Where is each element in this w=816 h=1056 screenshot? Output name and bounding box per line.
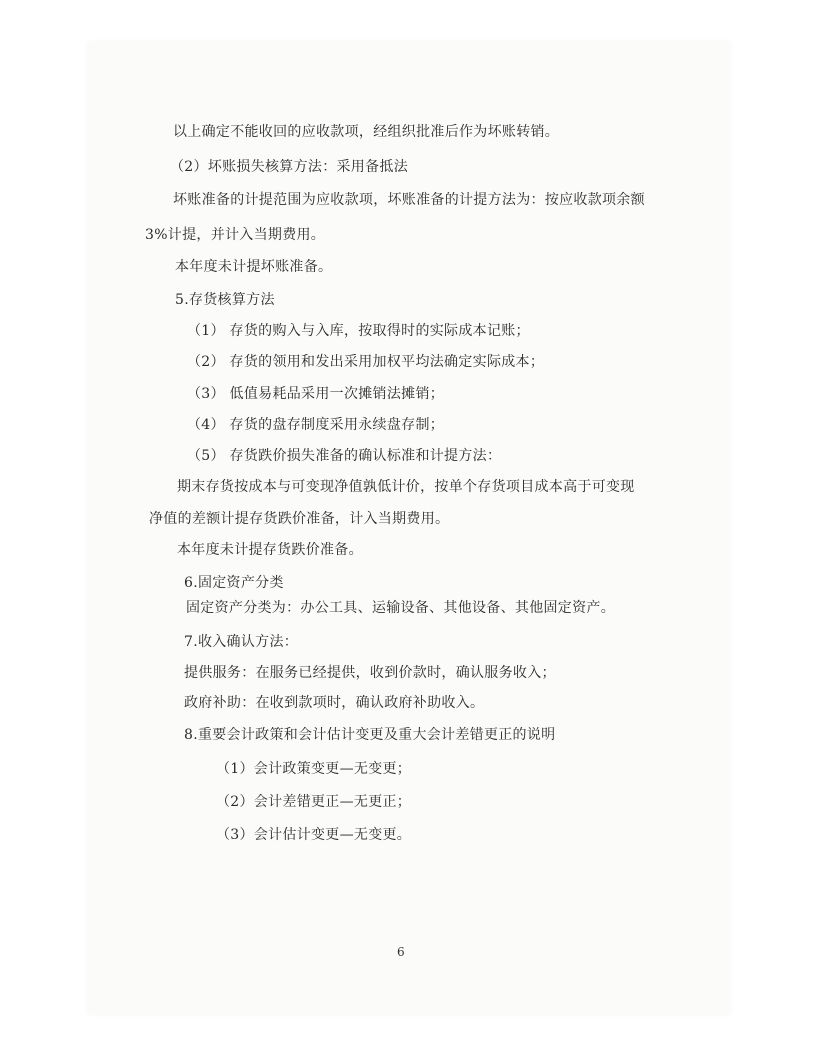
- paragraph-line: 以上确定不能收回的应收款项，经组织批准后作为坏账转销。: [173, 124, 560, 140]
- scanned-page: [88, 42, 730, 1014]
- paragraph-line: 本年度未计提坏账准备。: [175, 259, 333, 275]
- paragraph-line: 提供服务：在服务已经提供，收到价款时，确认服务收入；: [184, 665, 556, 681]
- paragraph-line: （2）会计差错更正—无更正；: [216, 794, 412, 810]
- section-heading: 8.重要会计政策和会计估计变更及重大会计差错更正的说明: [184, 727, 556, 743]
- section-heading: 6.固定资产分类: [184, 575, 284, 591]
- section-heading: 7.收入确认方法：: [184, 634, 299, 650]
- paragraph-line: （5） 存货跌价损失准备的确认标准和计提方法：: [187, 448, 502, 464]
- paragraph-line: （3） 低值易耗品采用一次摊销法摊销；: [187, 386, 445, 402]
- paragraph-line: 坏账准备的计提范围为应收款项，坏账准备的计提方法为：按应收款项余额: [173, 192, 645, 208]
- section-heading: 5.存货核算方法: [175, 292, 275, 308]
- paragraph-line: （2）坏账损失核算方法：采用备抵法: [170, 159, 409, 175]
- paragraph-line: 固定资产分类为：办公工具、运输设备、其他设备、其他固定资产。: [186, 600, 615, 616]
- paragraph-line: （2） 存货的领用和发出采用加权平均法确定实际成本；: [187, 354, 545, 370]
- paragraph-line: 3%计提，并计入当期费用。: [145, 227, 326, 243]
- paragraph-line: 期末存货按成本与可变现净值孰低计价，按单个存货项目成本高于可变现: [177, 479, 635, 495]
- paragraph-line: （3）会计估计变更—无变更。: [216, 827, 412, 843]
- paragraph-line: （1）会计政策变更—无变更；: [216, 761, 412, 777]
- paragraph-line: （4） 存货的盘存制度采用永续盘存制；: [187, 417, 445, 433]
- paragraph-line: （1） 存货的购入与入库，按取得时的实际成本记账；: [187, 323, 530, 339]
- paragraph-line: 本年度未计提存货跌价准备。: [177, 542, 363, 558]
- page-number: 6: [397, 945, 405, 959]
- paragraph-line: 政府补助：在收到款项时，确认政府补助收入。: [184, 695, 485, 711]
- paragraph-line: 净值的差额计提存货跌价准备，计入当期费用。: [149, 511, 450, 527]
